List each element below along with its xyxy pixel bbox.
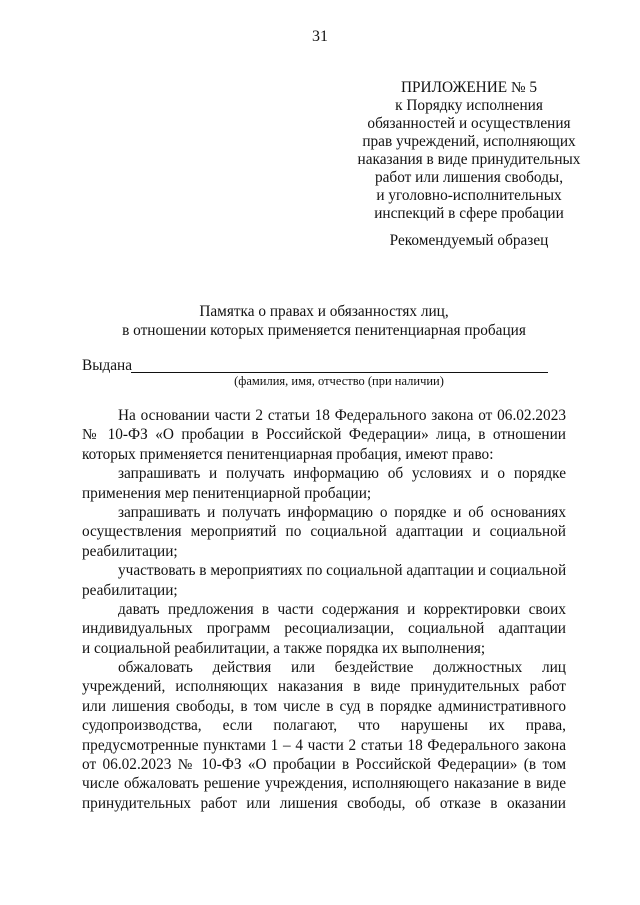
issued-caption: (фамилия, имя, отчество (при наличии) [234,374,444,388]
paragraph-line: осуществления мероприятий по социальной адаптации и социальной [82,523,566,541]
paragraph [82,503,566,561]
paragraph [82,406,566,464]
paragraph [82,464,566,503]
paragraph-line: от 06.02.2023 № 10-ФЗ «О пробации в Российской Федерации» (в том [82,756,566,774]
title-line-2: в отношении которых применяется пенитенциарная пробация [122,322,526,339]
issued-label: Выдана [82,357,133,374]
paragraph-line: применения мер пенитенциарной пробации; [82,484,372,502]
paragraph-line: и социальной реабилитации, а также порядка их выполнения; [82,639,486,657]
title-line-1: Памятка о правах и обязанностях лиц, [199,303,449,320]
paragraph-line: обжаловать действия или бездействие должностных лиц [118,659,566,677]
paragraph-line: числе обжаловать решение учреждения, исполняющего наказание в виде [82,775,566,793]
appendix-line: и уголовно-исполнительных [376,187,562,204]
paragraph-line: запрашивать и получать информацию об условиях и о порядке [118,465,566,483]
paragraph [82,600,566,658]
appendix-line: обязанностей и осуществления [367,115,571,132]
appendix-header [357,79,581,223]
appendix-line: инспекций в сфере пробации [374,205,564,222]
appendix-line: к Порядку исполнения [395,97,543,114]
appendix-line: прав учреждений, исполняющих [362,133,576,150]
paragraph-line: предусмотренные пунктами 1 – 4 части 2 статьи 18 Федерального закона [82,736,566,754]
paragraph-line: которых применяется пенитенциарная пробация, имеют право: [82,445,494,463]
paragraph-line: судопроизводства, если полагают, что нарушены их права, [82,717,566,735]
paragraph-line: принудительных работ или лишения свободы, об отказе в оказании [82,794,566,812]
paragraph-line: реабилитации; [82,542,178,560]
paragraph-line: На основании части 2 статьи 18 Федерального закона от 06.02.2023 [118,407,566,424]
document-title [82,302,566,340]
paragraph-line: № 10-ФЗ «О пробации в Российской Федерации» лица, в отношении [82,426,566,444]
paragraph-line: участвовать в мероприятиях по социальной адаптации и социальной [118,562,567,580]
page-number: 31 [312,28,328,45]
appendix-line: ПРИЛОЖЕНИЕ № 5 [400,79,538,96]
paragraph [82,658,566,813]
paragraph-line: запрашивать и получать информацию о порядке и об основаниях [118,503,566,521]
appendix-line: работ или лишения свободы, [374,169,564,186]
paragraph-line: индивидуальных программ ресоциализации, социальной адаптации [82,620,566,638]
paragraph-line: учреждений, исполняющих наказания в виде принудительных работ [82,678,566,696]
paragraph [82,561,566,600]
issued-name-field-line [131,372,548,373]
paragraph-line: реабилитации; [82,581,178,599]
paragraph-line: или лишения свободы, в том числе в суд в порядке административного [82,697,566,715]
appendix-line: наказания в виде принудительных [357,151,581,168]
paragraph-line: давать предложения в части содержания и корректировки своих [118,600,566,618]
sample-note: Рекомендуемый образец [389,232,549,249]
document-body [82,406,566,813]
